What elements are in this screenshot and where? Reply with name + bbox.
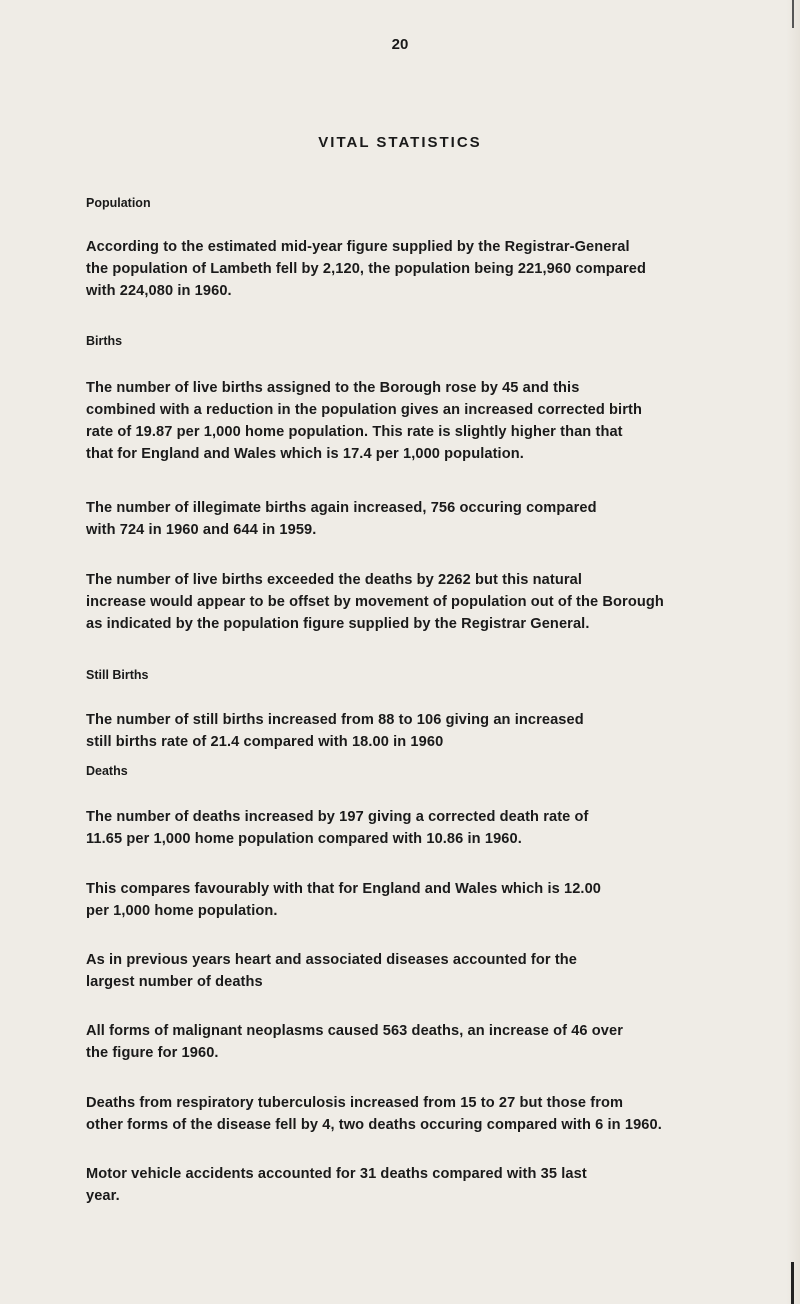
text-line: All forms of malignant neoplasms caused 563 deaths, an increase of 46 over [86, 1023, 624, 1039]
page-number: 20 [391, 36, 409, 53]
text-line: largest number of deaths [86, 974, 263, 990]
text-line: still births rate of 21.4 compared with 18.00 in 1960 [86, 734, 444, 750]
text-line: as indicated by the population figure supplied by the Registrar General. [86, 616, 590, 632]
paragraph-deaths-6 [86, 1163, 760, 1207]
paragraph-births-1 [86, 377, 760, 465]
paragraph-still-births-1 [86, 709, 760, 753]
text-line: This compares favourably with that for England and Wales which is 12.00 [86, 881, 602, 897]
heading-population: Population [86, 196, 151, 210]
paragraph-deaths-1 [86, 806, 760, 850]
paragraph-deaths-2 [86, 878, 760, 922]
text-line: combined with a reduction in the population gives an increased corrected birth [86, 402, 642, 418]
heading-still-births: Still Births [86, 668, 149, 682]
text-line: Motor vehicle accidents accounted for 31 deaths compared with 35 last [86, 1166, 587, 1182]
paragraph-population-1 [86, 236, 760, 302]
paragraph-deaths-5 [86, 1092, 760, 1136]
heading-births: Births [86, 334, 123, 348]
text-line: The number of deaths increased by 197 giving a corrected death rate of [86, 809, 589, 825]
text-line: The number of live births exceeded the deaths by 2262 but this natural [86, 572, 583, 588]
text-line: Deaths from respiratory tuberculosis increased from 15 to 27 but those from [86, 1095, 624, 1111]
page-title: VITAL STATISTICS [318, 134, 482, 151]
text-line: other forms of the disease fell by 4, two deaths occuring compared with 6 in 1960. [86, 1117, 662, 1133]
text-line: year. [86, 1188, 120, 1204]
text-line: increase would appear to be offset by movement of population out of the Borough [86, 594, 664, 610]
text-line: 11.65 per 1,000 home population compared with 10.86 in 1960. [86, 831, 522, 847]
page-edge-shadow [786, 0, 800, 1304]
paragraph-births-3 [86, 569, 760, 635]
paragraph-deaths-4 [86, 1020, 760, 1064]
text-line: The number of still births increased from 88 to 106 giving an increased [86, 712, 584, 728]
heading-deaths: Deaths [86, 764, 128, 778]
text-line: According to the estimated mid-year figure supplied by the Registrar-General [86, 239, 630, 255]
text-line: per 1,000 home population. [86, 903, 278, 919]
text-line: The number of illegimate births again increased, 756 occuring compared [86, 500, 597, 516]
text-line: The number of live births assigned to the Borough rose by 45 and this [86, 380, 580, 396]
edge-mark [792, 0, 794, 28]
text-line: that for England and Wales which is 17.4 per 1,000 population. [86, 446, 524, 462]
text-line: rate of 19.87 per 1,000 home population. This rate is slightly higher than that [86, 424, 623, 440]
text-line: the figure for 1960. [86, 1045, 219, 1061]
text-line: the population of Lambeth fell by 2,120, the population being 221,960 compared [86, 261, 647, 277]
text-line: with 224,080 in 1960. [86, 283, 232, 299]
paragraph-deaths-3 [86, 949, 760, 993]
text-line: As in previous years heart and associated diseases accounted for the [86, 952, 578, 968]
text-line: with 724 in 1960 and 644 in 1959. [86, 522, 317, 538]
paragraph-births-2 [86, 497, 760, 541]
edge-mark [791, 1262, 794, 1304]
